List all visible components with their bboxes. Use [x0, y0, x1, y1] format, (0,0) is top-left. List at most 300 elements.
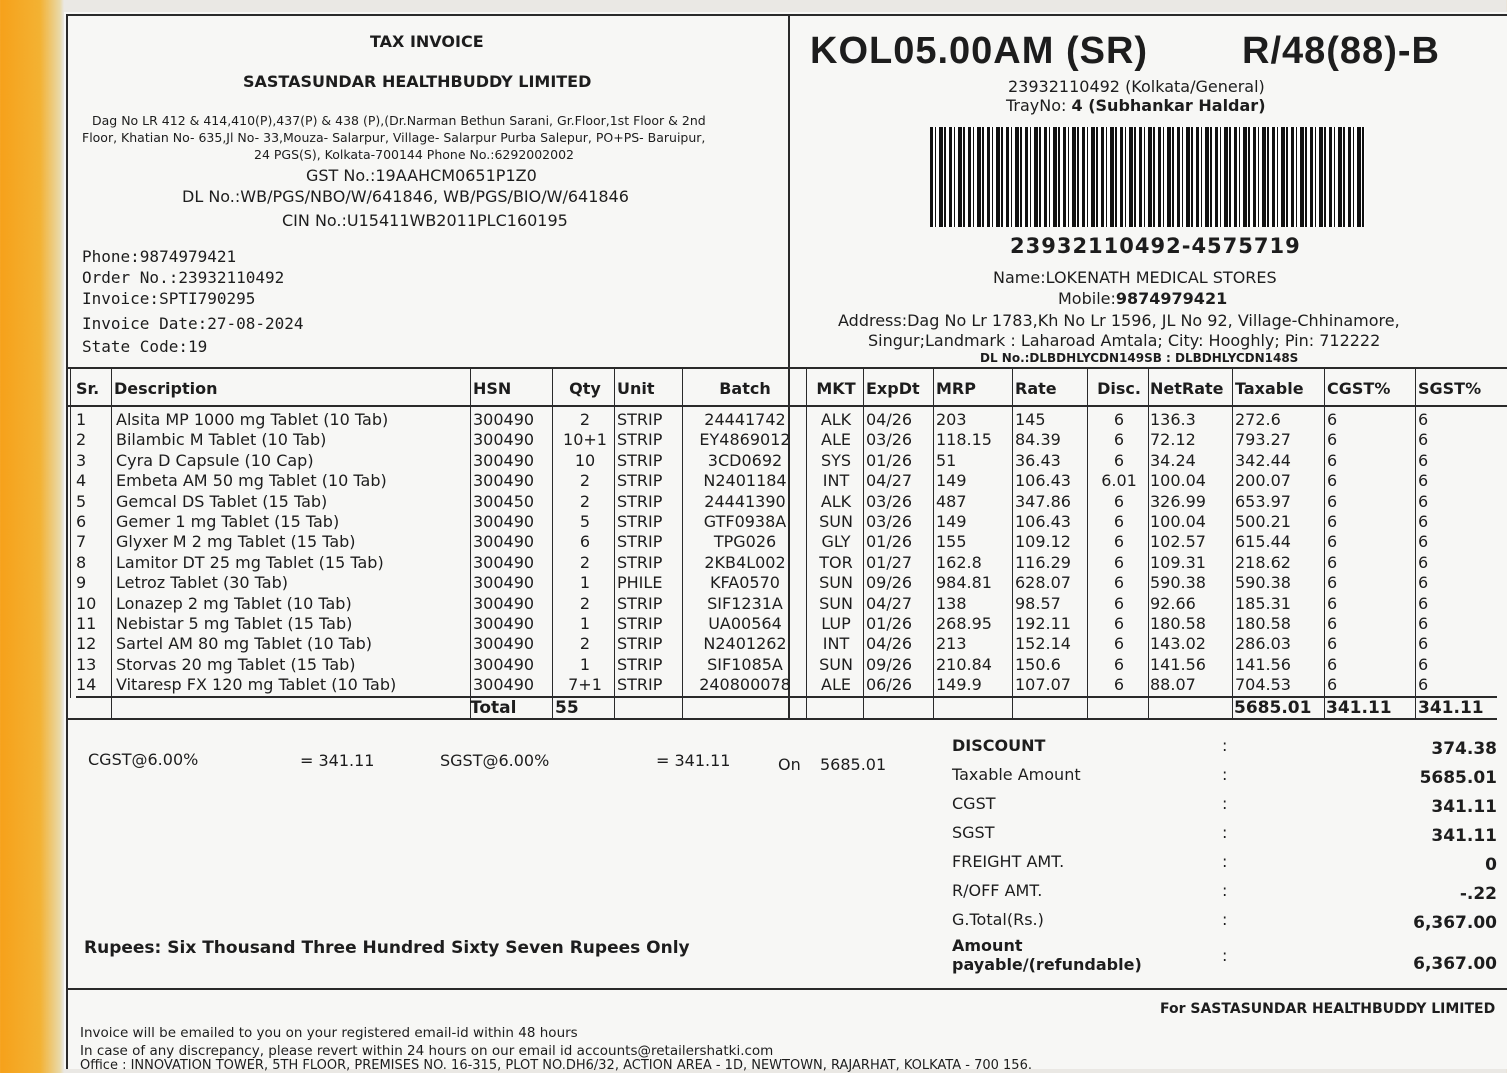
- table-cell-sgst: 6: [1418, 532, 1429, 552]
- table-cell-disc: 6: [1113, 573, 1125, 593]
- customer-mobile: [1058, 289, 1227, 308]
- total-qty: 55: [555, 698, 579, 718]
- table-cell-netrate: 92.66: [1150, 593, 1196, 613]
- table-cell-batch: 3CD0692: [707, 450, 783, 470]
- totals-value: 6,367.00: [1413, 913, 1497, 933]
- table-cell-expdt: 01/26: [866, 450, 913, 470]
- table-cell-sgst: 6: [1418, 410, 1429, 429]
- table-cell-cgst: 6: [1327, 573, 1338, 593]
- table-row: [72, 553, 1494, 574]
- table-row: [72, 430, 1494, 451]
- cin-number: CIN No.:U15411WB2011PLC160195: [282, 211, 568, 230]
- table-cell-qty: 5: [579, 512, 591, 531]
- table-cell-qty: 2: [579, 634, 591, 654]
- table-cell-netrate: 326.99: [1150, 491, 1206, 511]
- company-address-line1: Dag No LR 412 & 414,410(P),437(P) & 438 (P),(Dr.Narman Bethun Sarani, Gr.Floor,1st Floor & 2nd: [92, 113, 706, 128]
- tray-label: TrayNo:: [1006, 96, 1072, 115]
- table-cell-sr: 10: [76, 593, 97, 613]
- table-cell-batch: 240800078: [699, 675, 791, 695]
- table-cell-batch: UA00564: [708, 614, 782, 633]
- table-header-disc: Disc.: [1097, 379, 1141, 398]
- table-cell-mrp: 149: [936, 471, 967, 491]
- table-cell-hsn: 300490: [473, 675, 535, 695]
- table-cell-description: Cyra D Capsule (10 Cap): [116, 450, 314, 470]
- totals-value: 0: [1485, 855, 1497, 875]
- table-cell-batch: N2401262: [703, 634, 787, 654]
- table-header-qty: Qty: [569, 379, 601, 398]
- table-header-taxable: Taxable: [1235, 379, 1304, 398]
- table-cell-hsn: 300490: [473, 593, 535, 613]
- mobile-label: Mobile:: [1058, 289, 1116, 308]
- table-cell-rate: 106.43: [1015, 512, 1071, 531]
- table-cell-rate: 116.29: [1015, 552, 1071, 572]
- table-cell-expdt: 09/26: [866, 654, 913, 674]
- table-cell-mkt: INT: [822, 634, 850, 654]
- table-cell-cgst: 6: [1327, 552, 1338, 572]
- table-row: [72, 634, 1494, 655]
- table-cell-qty: 2: [579, 491, 591, 511]
- table-cell-mrp: 149: [936, 512, 967, 531]
- table-cell-netrate: 141.56: [1150, 654, 1206, 674]
- on-value: 5685.01: [820, 755, 887, 774]
- table-cell-expdt: 04/27: [866, 471, 913, 491]
- table-row: [72, 471, 1494, 492]
- table-row: [72, 512, 1494, 533]
- left-border: [66, 14, 68, 1069]
- table-cell-expdt: 04/26: [866, 634, 913, 654]
- table-cell-rate: 84.39: [1015, 430, 1061, 450]
- table-cell-sgst: 6: [1418, 654, 1429, 674]
- table-cell-qty: 10+1: [563, 430, 607, 450]
- table-cell-mkt: ALE: [821, 675, 851, 695]
- table-cell-taxable: 590.38: [1235, 573, 1291, 593]
- table-cell-hsn: 300490: [473, 634, 535, 654]
- table-row: [72, 573, 1494, 594]
- table-cell-unit: STRIP: [617, 410, 663, 429]
- amount-payable-label: [952, 936, 1142, 974]
- customer-address-line1: Address:Dag No Lr 1783,Kh No Lr 1596, JL No 92, Village-Chhinamore,: [838, 311, 1400, 330]
- gst-number: GST No.:19AAHCM0651P1Z0: [306, 166, 537, 185]
- table-cell-mkt: SUN: [819, 512, 853, 531]
- company-address-line2: Floor, Khatian No- 635,Jl No- 33,Mouza- Salarpur, Village- Salarpur Purba Salepur, PO+PS- Baruipur,: [82, 130, 706, 145]
- table-cell-taxable: 272.6: [1235, 410, 1281, 429]
- table-cell-sr: 9: [76, 573, 87, 593]
- top-border: [66, 14, 1507, 16]
- table-cell-mkt: INT: [822, 471, 850, 491]
- table-cell-sgst: 6: [1418, 634, 1429, 654]
- table-cell-sr: 11: [76, 614, 97, 633]
- cgst-rate-value: = 341.11: [300, 751, 375, 770]
- table-cell-sgst: 6: [1418, 552, 1429, 572]
- invoice-title: TAX INVOICE: [370, 32, 484, 51]
- route-code: KOL05.00AM (SR): [810, 30, 1149, 72]
- table-cell-qty: 10: [574, 450, 596, 470]
- table-cell-mrp: 487: [936, 491, 967, 511]
- totals-value: -.22: [1459, 884, 1497, 904]
- customer-dl-number: DL No.:DLBDHLYCDN149SB : DLBDHLYCDN148S: [980, 351, 1299, 365]
- table-cell-netrate: 88.07: [1150, 675, 1196, 695]
- table-row: [72, 655, 1494, 676]
- table-cell-description: Vitaresp FX 120 mg Tablet (10 Tab): [116, 675, 397, 695]
- table-cell-cgst: 6: [1327, 593, 1338, 613]
- table-cell-expdt: 03/26: [866, 512, 913, 531]
- table-cell-description: Alsita MP 1000 mg Tablet (10 Tab): [116, 410, 389, 429]
- table-cell-hsn: 300490: [473, 471, 535, 491]
- table-cell-unit: STRIP: [617, 471, 663, 491]
- table-header-sgst: SGST%: [1418, 379, 1482, 398]
- table-cell-mrp: 984.81: [936, 573, 992, 593]
- table-cell-mkt: ALK: [820, 410, 852, 429]
- table-cell-mkt: SUN: [819, 573, 853, 593]
- table-cell-disc: 6: [1113, 675, 1125, 695]
- invoice-date: Invoice Date:27-08-2024: [82, 314, 304, 333]
- table-cell-taxable: 653.97: [1235, 491, 1291, 511]
- table-cell-expdt: 01/26: [866, 614, 913, 633]
- table-cell-mkt: LUP: [821, 614, 851, 633]
- table-cell-taxable: 793.27: [1235, 430, 1291, 450]
- table-cell-taxable: 180.58: [1235, 614, 1291, 633]
- table-header-batch: Batch: [719, 379, 771, 398]
- table-cell-disc: 6: [1113, 593, 1125, 613]
- amount-payable-value: 6,367.00: [1413, 954, 1497, 974]
- table-row: [72, 492, 1494, 513]
- table-header-sr: Sr.: [76, 379, 100, 398]
- order-line: 23932110492 (Kolkata/General): [1008, 77, 1265, 96]
- table-cell-expdt: 03/26: [866, 430, 913, 450]
- table-cell-expdt: 03/26: [866, 491, 913, 511]
- table-cell-rate: 109.12: [1015, 532, 1071, 552]
- table-cell-hsn: 300490: [473, 654, 535, 674]
- table-cell-mrp: 118.15: [936, 430, 992, 450]
- table-cell-netrate: 180.58: [1150, 614, 1206, 633]
- barcode-text: 23932110492-4575719: [1010, 234, 1301, 258]
- customer-name: Name:LOKENATH MEDICAL STORES: [993, 268, 1277, 287]
- table-cell-mkt: ALK: [820, 491, 852, 511]
- table-cell-mkt: SYS: [820, 450, 852, 470]
- table-cell-description: Nebistar 5 mg Tablet (15 Tab): [116, 614, 353, 633]
- table-cell-sgst: 6: [1418, 573, 1429, 593]
- amount-payable-label-line1: Amount: [952, 936, 1023, 955]
- table-cell-hsn: 300490: [473, 430, 535, 450]
- table-cell-unit: STRIP: [617, 675, 663, 695]
- table-cell-expdt: 06/26: [866, 675, 913, 695]
- totals-label: Taxable Amount: [952, 765, 1081, 784]
- table-cell-batch: 2KB4L002: [704, 552, 786, 572]
- table-cell-qty: 2: [579, 552, 591, 572]
- table-cell-unit: STRIP: [617, 450, 663, 470]
- table-cell-batch: TPG026: [713, 532, 777, 552]
- table-cell-disc: 6: [1113, 614, 1125, 633]
- table-header-cgst: CGST%: [1327, 379, 1391, 398]
- table-cell-disc: 6.01: [1101, 471, 1137, 491]
- table-cell-qty: 2: [579, 593, 591, 613]
- table-cell-cgst: 6: [1327, 450, 1338, 470]
- table-cell-hsn: 300490: [473, 532, 535, 552]
- table-cell-rate: 145: [1015, 410, 1046, 429]
- totals-value: 5685.01: [1419, 768, 1497, 788]
- table-header-expdt: ExpDt: [866, 379, 920, 398]
- table-cell-disc: 6: [1113, 512, 1125, 531]
- table-cell-cgst: 6: [1327, 634, 1338, 654]
- table-header-hsn: HSN: [473, 379, 512, 398]
- table-cell-mrp: 213: [936, 634, 967, 654]
- totals-label: G.Total(Rs.): [952, 910, 1044, 929]
- totals-colon: :: [1222, 794, 1228, 813]
- table-cell-sr: 8: [76, 552, 87, 572]
- table-bottom-line: [66, 718, 1497, 720]
- totals-label: CGST: [952, 794, 996, 813]
- table-top-line: [66, 367, 1507, 369]
- table-cell-netrate: 100.04: [1150, 512, 1206, 531]
- table-cell-cgst: 6: [1327, 430, 1338, 450]
- table-cell-unit: STRIP: [617, 614, 663, 633]
- table-cell-description: Embeta AM 50 mg Tablet (10 Tab): [116, 471, 387, 491]
- table-cell-batch: KFA0570: [710, 573, 780, 593]
- table-cell-sr: 3: [76, 450, 87, 470]
- table-cell-netrate: 34.24: [1150, 450, 1196, 470]
- tray-value: 4 (Subhankar Haldar): [1071, 96, 1266, 115]
- table-header-netrate: NetRate: [1150, 379, 1224, 398]
- total-sgst: 341.11: [1418, 698, 1484, 718]
- table-cell-rate: 107.07: [1015, 675, 1071, 695]
- table-cell-cgst: 6: [1327, 471, 1338, 491]
- table-cell-rate: 192.11: [1015, 614, 1071, 633]
- table-cell-qty: 1: [579, 573, 591, 593]
- table-cell-sgst: 6: [1418, 491, 1429, 511]
- table-cell-unit: STRIP: [617, 532, 663, 552]
- table-cell-mkt: SUN: [819, 654, 853, 674]
- table-cell-unit: STRIP: [617, 512, 663, 531]
- table-cell-qty: 2: [579, 410, 591, 429]
- amount-payable-colon: :: [1222, 946, 1228, 965]
- table-cell-disc: 6: [1113, 532, 1125, 552]
- table-cell-unit: STRIP: [617, 430, 663, 450]
- table-cell-batch: SIF1231A: [707, 593, 783, 613]
- table-cell-qty: 7+1: [568, 675, 602, 695]
- table-cell-expdt: 04/27: [866, 593, 913, 613]
- table-cell-taxable: 185.31: [1235, 593, 1291, 613]
- table-cell-netrate: 109.31: [1150, 552, 1206, 572]
- table-cell-netrate: 143.02: [1150, 634, 1206, 654]
- on-label: On: [778, 755, 801, 774]
- table-cell-taxable: 200.07: [1235, 471, 1291, 491]
- table-cell-rate: 106.43: [1015, 471, 1071, 491]
- table-cell-qty: 2: [579, 471, 591, 491]
- table-cell-rate: 150.6: [1015, 654, 1061, 674]
- table-cell-disc: 6: [1113, 410, 1125, 429]
- table-cell-hsn: 300490: [473, 410, 535, 429]
- amount-payable-label-line2: payable/(refundable): [952, 955, 1142, 974]
- table-cell-taxable: 218.62: [1235, 552, 1291, 572]
- customer-address-line2: Singur;Landmark : Laharoad Amtala; City: Hooghly; Pin: 712222: [868, 331, 1381, 350]
- totals-colon: :: [1222, 736, 1228, 755]
- totals-colon: :: [1222, 823, 1228, 842]
- table-cell-netrate: 72.12: [1150, 430, 1196, 450]
- totals-label: SGST: [952, 823, 995, 842]
- total-cgst: 341.11: [1326, 698, 1392, 718]
- table-cell-sgst: 6: [1418, 614, 1429, 633]
- totals-label: R/OFF AMT.: [952, 881, 1043, 900]
- dl-number: DL No.:WB/PGS/NBO/W/641846, WB/PGS/BIO/W/641846: [182, 187, 629, 206]
- table-header-line: [66, 405, 1507, 407]
- sgst-rate-label: SGST@6.00%: [440, 751, 550, 770]
- table-cell-batch: 24441390: [704, 491, 786, 511]
- table-cell-description: Glyxer M 2 mg Tablet (15 Tab): [116, 532, 356, 552]
- table-cell-sgst: 6: [1418, 430, 1429, 450]
- table-cell-unit: STRIP: [617, 654, 663, 674]
- order-number: Order No.:23932110492: [82, 268, 285, 287]
- table-cell-mkt: TOR: [819, 552, 853, 572]
- table-cell-taxable: 615.44: [1235, 532, 1291, 552]
- table-cell-rate: 36.43: [1015, 450, 1061, 470]
- summary-bottom-line: [66, 988, 1507, 990]
- table-cell-hsn: 300490: [473, 573, 535, 593]
- table-cell-cgst: 6: [1327, 491, 1338, 511]
- table-cell-unit: STRIP: [617, 491, 663, 511]
- table-cell-description: Bilambic M Tablet (10 Tab): [116, 430, 327, 450]
- table-cell-batch: EY4869012: [699, 430, 791, 450]
- table-row: [72, 532, 1494, 553]
- totals-value: 374.38: [1431, 739, 1497, 759]
- table-cell-sr: 1: [76, 410, 87, 429]
- barcode: [930, 127, 1365, 227]
- table-cell-batch: GTF0938A: [703, 512, 787, 531]
- table-cell-mrp: 203: [936, 410, 967, 429]
- company-name: SASTASUNDAR HEALTHBUDDY LIMITED: [243, 72, 592, 91]
- table-cell-qty: 1: [579, 654, 591, 674]
- table-cell-description: Letroz Tablet (30 Tab): [116, 573, 288, 593]
- table-cell-netrate: 100.04: [1150, 471, 1206, 491]
- table-header-mkt: MKT: [816, 379, 856, 398]
- footer-email-note: Invoice will be emailed to you on your registered email-id within 48 hours: [80, 1025, 578, 1041]
- table-cell-sr: 14: [76, 675, 97, 695]
- table-cell-batch: 24441742: [704, 410, 786, 429]
- table-cell-expdt: 01/27: [866, 552, 913, 572]
- table-cell-disc: 6: [1113, 430, 1125, 450]
- table-cell-disc: 6: [1113, 552, 1125, 572]
- table-cell-mrp: 138: [936, 593, 967, 613]
- table-cell-hsn: 300490: [473, 512, 535, 531]
- mobile-value: 9874979421: [1115, 289, 1228, 308]
- table-cell-mkt: SUN: [819, 593, 853, 613]
- table-cell-mrp: 268.95: [936, 614, 992, 633]
- table-row: [72, 614, 1494, 635]
- table-header-mrp: MRP: [936, 379, 976, 398]
- table-cell-disc: 6: [1113, 491, 1125, 511]
- totals-label: FREIGHT AMT.: [952, 852, 1065, 871]
- table-cell-hsn: 300490: [473, 614, 535, 633]
- table-cell-batch: N2401184: [703, 471, 787, 491]
- footer-office-address: Office : INNOVATION TOWER, 5TH FLOOR, PREMISES NO. 16-315, PLOT NO.DH6/32, ACTION AREA - 1D, NEWTOWN, RAJARHAT, KOLKATA - 700 156.: [80, 1058, 1032, 1073]
- table-row: [72, 675, 1494, 696]
- table-cell-sgst: 6: [1418, 675, 1429, 695]
- total-taxable: 5685.01: [1234, 698, 1312, 718]
- table-cell-disc: 6: [1113, 654, 1125, 674]
- totals-value: 341.11: [1431, 826, 1497, 846]
- table-cell-netrate: 136.3: [1150, 410, 1196, 429]
- table-cell-cgst: 6: [1327, 614, 1338, 633]
- table-cell-rate: 98.57: [1015, 593, 1061, 613]
- table-cell-sr: 12: [76, 634, 97, 654]
- table-cell-hsn: 300450: [473, 491, 535, 511]
- tray-line: [1006, 96, 1266, 115]
- table-cell-netrate: 590.38: [1150, 573, 1206, 593]
- table-cell-disc: 6: [1113, 634, 1125, 654]
- table-cell-unit: STRIP: [617, 552, 663, 572]
- table-cell-expdt: 04/26: [866, 410, 913, 429]
- table-cell-hsn: 300490: [473, 552, 535, 572]
- table-cell-expdt: 01/26: [866, 532, 913, 552]
- table-cell-cgst: 6: [1327, 532, 1338, 552]
- footer-discrepancy-note: In case of any discrepancy, please revert within 24 hours on our email id accounts@retailershatki.com: [80, 1043, 774, 1059]
- table-cell-sgst: 6: [1418, 450, 1429, 470]
- table-cell-mrp: 210.84: [936, 654, 992, 674]
- table-cell-sr: 6: [76, 512, 87, 531]
- table-cell-rate: 347.86: [1015, 491, 1071, 511]
- table-cell-taxable: 500.21: [1235, 512, 1291, 531]
- table-cell-description: Gemer 1 mg Tablet (15 Tab): [116, 512, 340, 531]
- table-row: [72, 451, 1494, 472]
- table-cell-sr: 5: [76, 491, 87, 511]
- table-cell-sr: 2: [76, 430, 87, 450]
- table-cell-disc: 6: [1113, 450, 1125, 470]
- state-code: State Code:19: [82, 337, 208, 356]
- table-cell-taxable: 141.56: [1235, 654, 1291, 674]
- table-cell-taxable: 342.44: [1235, 450, 1291, 470]
- table-cell-sgst: 6: [1418, 512, 1429, 531]
- table-cell-unit: STRIP: [617, 634, 663, 654]
- table-cell-mkt: ALE: [821, 430, 851, 450]
- table-row: [72, 594, 1494, 615]
- table-cell-sr: 13: [76, 654, 97, 674]
- totals-colon: :: [1222, 765, 1228, 784]
- table-cell-sgst: 6: [1418, 593, 1429, 613]
- table-cell-mrp: 51: [936, 450, 957, 470]
- table-cell-expdt: 09/26: [866, 573, 913, 593]
- table-cell-taxable: 286.03: [1235, 634, 1291, 654]
- totals-colon: :: [1222, 910, 1228, 929]
- table-cell-mrp: 149.9: [936, 675, 982, 695]
- table-cell-unit: PHILE: [617, 573, 663, 593]
- cgst-rate-label: CGST@6.00%: [88, 750, 199, 769]
- table-cell-description: Lamitor DT 25 mg Tablet (15 Tab): [116, 552, 384, 572]
- rack-code: R/48(88)-B: [1242, 30, 1440, 72]
- sgst-rate-value: = 341.11: [656, 751, 731, 770]
- table-cell-unit: STRIP: [617, 593, 663, 613]
- table-cell-cgst: 6: [1327, 654, 1338, 674]
- table-cell-sr: 4: [76, 471, 87, 491]
- table-cell-cgst: 6: [1327, 512, 1338, 531]
- table-cell-taxable: 704.53: [1235, 675, 1291, 695]
- table-cell-qty: 1: [579, 614, 591, 633]
- table-header-unit: Unit: [617, 379, 655, 398]
- table-cell-description: Lonazep 2 mg Tablet (10 Tab): [116, 593, 352, 613]
- table-cell-description: Storvas 20 mg Tablet (15 Tab): [116, 654, 356, 674]
- table-header-description: Description: [114, 379, 218, 398]
- table-cell-sgst: 6: [1418, 471, 1429, 491]
- table-cell-rate: 628.07: [1015, 573, 1071, 593]
- table-cell-mrp: 155: [936, 532, 967, 552]
- invoice-number: Invoice:SPTI790295: [82, 289, 256, 308]
- table-cell-description: Sartel AM 80 mg Tablet (10 Tab): [116, 634, 373, 654]
- table-header-rate: Rate: [1015, 379, 1057, 398]
- table-cell-sr: 7: [76, 532, 87, 552]
- total-label: Total: [470, 698, 517, 718]
- signature-label: For SASTASUNDAR HEALTHBUDDY LIMITED: [1160, 1001, 1496, 1017]
- table-cell-cgst: 6: [1327, 410, 1338, 429]
- table-cell-qty: 6: [579, 532, 591, 552]
- table-cell-batch: SIF1085A: [707, 654, 783, 674]
